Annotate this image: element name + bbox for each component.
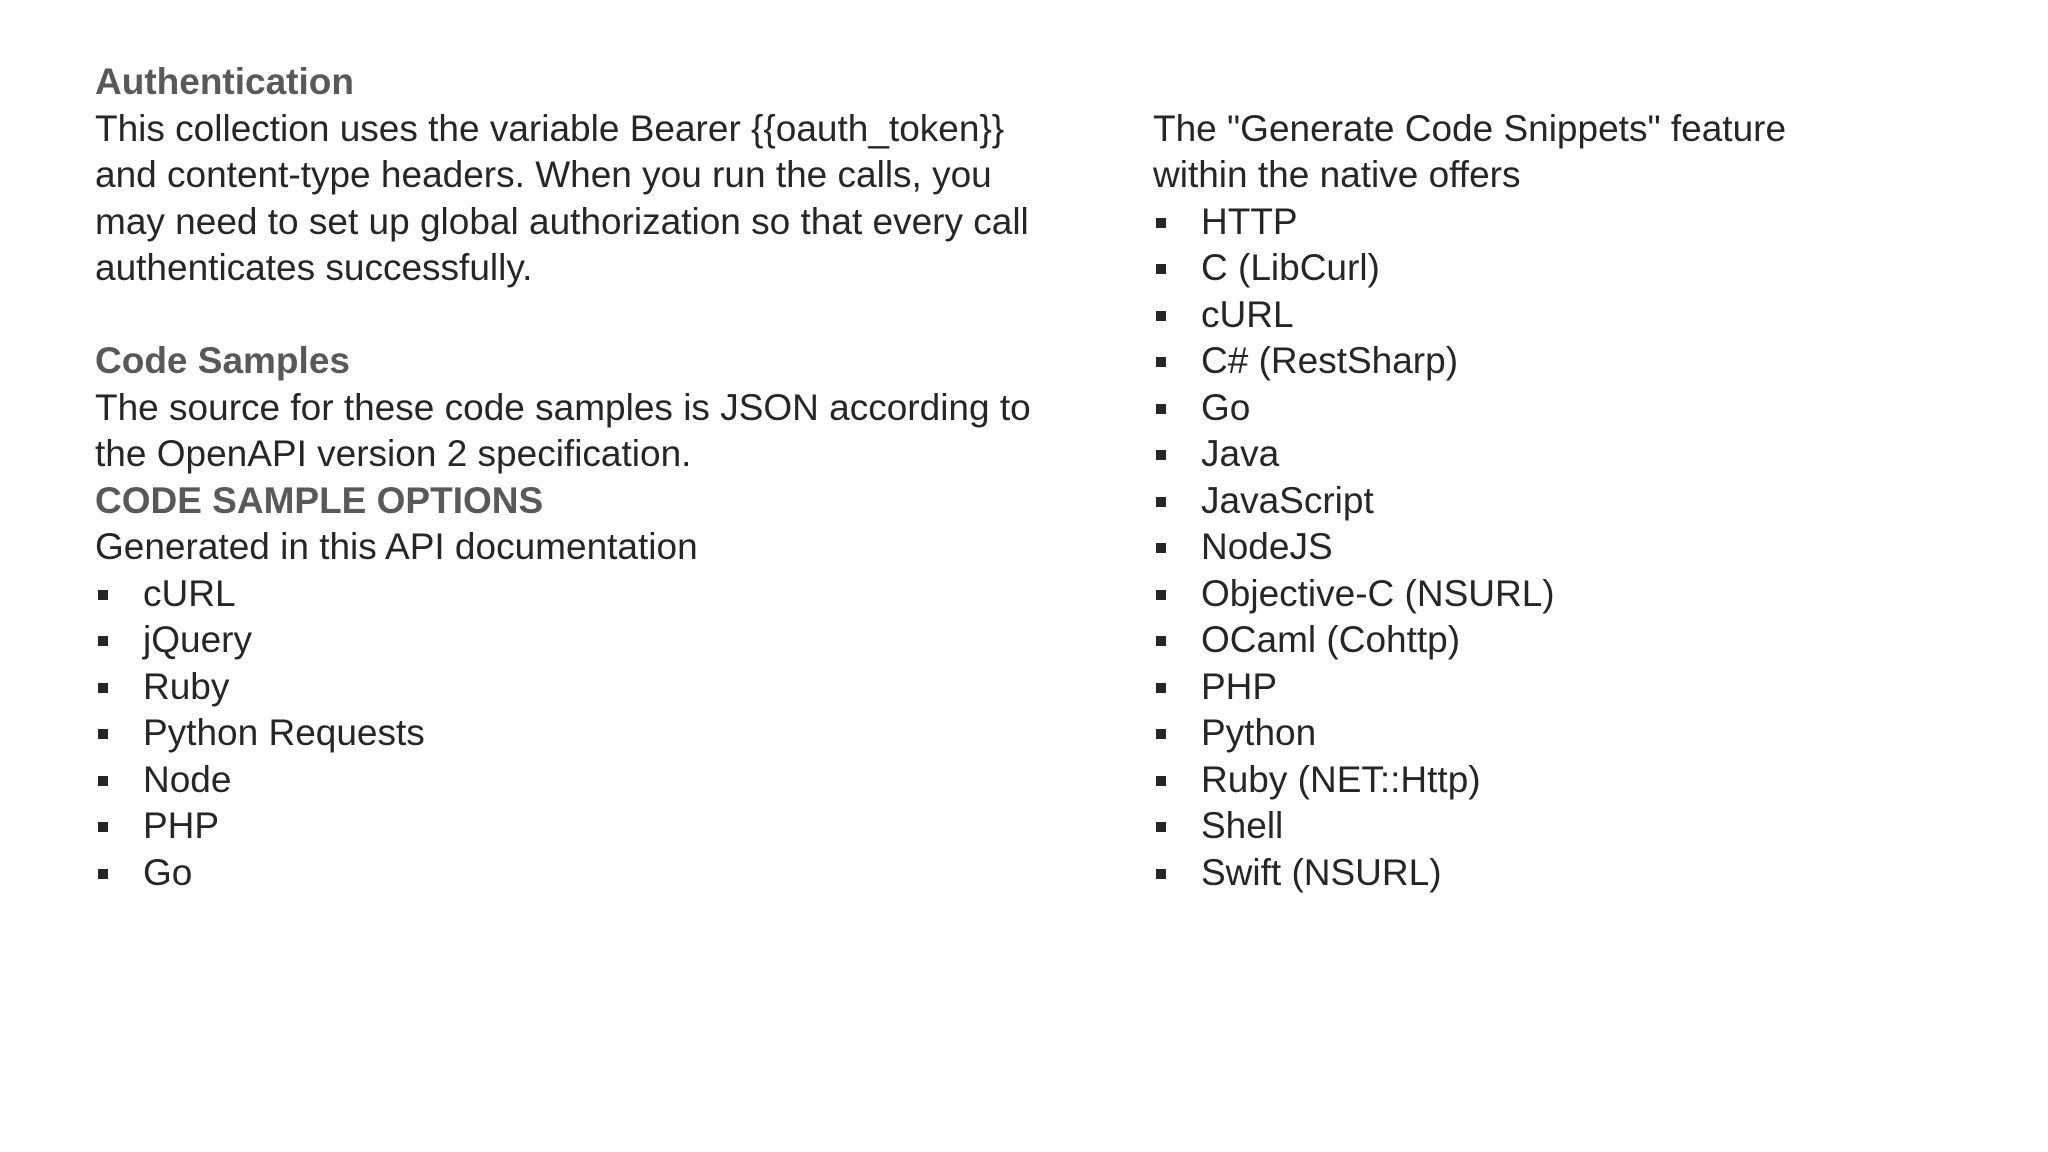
code-sample-options-list bbox=[95, 571, 1095, 897]
list-item bbox=[1153, 571, 1913, 618]
list-item-label: Go bbox=[143, 851, 193, 893]
paragraph-gap bbox=[95, 292, 1095, 339]
square-bullet-icon bbox=[98, 776, 108, 786]
list-item-label: PHP bbox=[1201, 665, 1278, 707]
code-sample-options-heading: CODE SAMPLE OPTIONS bbox=[95, 479, 544, 521]
list-item bbox=[1153, 803, 1913, 850]
square-bullet-icon bbox=[1156, 683, 1166, 693]
list-item-label: Ruby (NET::Http) bbox=[1201, 758, 1481, 800]
list-item-label: Go bbox=[1201, 386, 1251, 428]
list-item-label: Shell bbox=[1201, 805, 1284, 846]
list-item-label: HTTP bbox=[1201, 200, 1298, 242]
list-item-label: OCaml (Cohttp) bbox=[1201, 619, 1461, 660]
code-snippets-list bbox=[1153, 199, 1913, 897]
list-item bbox=[1153, 617, 1913, 664]
square-bullet-icon bbox=[98, 822, 108, 832]
auth-text-line: may need to set up global authorization so that every call bbox=[95, 200, 1029, 242]
list-item-label: jQuery bbox=[143, 619, 252, 660]
top-spacer bbox=[1153, 59, 1913, 106]
right-column bbox=[1153, 59, 1913, 896]
auth-text-line: This collection uses the variable Bearer {{oauth_token}} bbox=[95, 107, 1005, 149]
square-bullet-icon bbox=[98, 590, 108, 600]
list-item-label: cURL bbox=[1201, 293, 1294, 335]
square-bullet-icon bbox=[1156, 264, 1166, 274]
list-item-label: Swift (NSURL) bbox=[1201, 851, 1442, 893]
auth-text-line: authenticates successfully. bbox=[95, 247, 533, 288]
square-bullet-icon bbox=[1156, 869, 1166, 879]
square-bullet-icon bbox=[1156, 729, 1166, 739]
square-bullet-icon bbox=[98, 729, 108, 739]
list-item bbox=[1153, 431, 1913, 478]
square-bullet-icon bbox=[1156, 822, 1166, 832]
square-bullet-icon bbox=[1156, 311, 1166, 321]
list-item bbox=[1153, 524, 1913, 571]
list-item bbox=[1153, 385, 1913, 432]
list-item bbox=[1153, 757, 1913, 804]
list-item-label: Java bbox=[1201, 433, 1280, 474]
list-item bbox=[1153, 478, 1913, 525]
list-item bbox=[1153, 850, 1913, 897]
square-bullet-icon bbox=[98, 869, 108, 879]
list-item-label: JavaScript bbox=[1201, 479, 1374, 521]
options-intro: Generated in this API documentation bbox=[95, 526, 698, 567]
list-item bbox=[95, 664, 1095, 711]
code-samples-heading: Code Samples bbox=[95, 340, 350, 381]
square-bullet-icon bbox=[1156, 590, 1166, 600]
list-item bbox=[1153, 338, 1913, 385]
list-item-label: C# (RestSharp) bbox=[1201, 340, 1459, 381]
list-item-label: PHP bbox=[143, 805, 220, 846]
square-bullet-icon bbox=[1156, 776, 1166, 786]
left-column bbox=[95, 59, 1095, 896]
list-item bbox=[1153, 710, 1913, 757]
square-bullet-icon bbox=[1156, 497, 1166, 507]
list-item bbox=[95, 757, 1095, 804]
list-item-label: Objective-C (NSURL) bbox=[1201, 572, 1555, 614]
square-bullet-icon bbox=[1156, 636, 1166, 646]
square-bullet-icon bbox=[1156, 543, 1166, 553]
list-item bbox=[95, 571, 1095, 618]
snippets-intro-line: within the native offers bbox=[1153, 154, 1521, 195]
authentication-heading: Authentication bbox=[95, 61, 354, 102]
auth-text-line: and content-type headers. When you run the calls, you bbox=[95, 154, 992, 195]
list-item-label: NodeJS bbox=[1201, 526, 1333, 567]
list-item bbox=[95, 617, 1095, 664]
square-bullet-icon bbox=[1156, 450, 1166, 460]
code-samples-text-line: the OpenAPI version 2 specification. bbox=[95, 433, 692, 474]
list-item-label: Node bbox=[143, 758, 232, 800]
list-item bbox=[95, 850, 1095, 897]
square-bullet-icon bbox=[1156, 357, 1166, 367]
list-item bbox=[95, 803, 1095, 850]
list-item bbox=[1153, 199, 1913, 246]
snippets-intro-line: The "Generate Code Snippets" feature bbox=[1153, 107, 1787, 149]
square-bullet-icon bbox=[98, 683, 108, 693]
list-item bbox=[1153, 292, 1913, 339]
list-item-label: C (LibCurl) bbox=[1201, 247, 1380, 288]
square-bullet-icon bbox=[1156, 404, 1166, 414]
list-item-label: Python Requests bbox=[143, 712, 425, 753]
square-bullet-icon bbox=[1156, 218, 1166, 228]
square-bullet-icon bbox=[98, 636, 108, 646]
list-item bbox=[1153, 664, 1913, 711]
code-samples-text-line: The source for these code samples is JSON according to bbox=[95, 386, 1031, 428]
list-item-label: cURL bbox=[143, 572, 236, 614]
list-item-label: Ruby bbox=[143, 665, 230, 707]
list-item bbox=[1153, 245, 1913, 292]
list-item-label: Python bbox=[1201, 712, 1317, 753]
list-item bbox=[95, 710, 1095, 757]
